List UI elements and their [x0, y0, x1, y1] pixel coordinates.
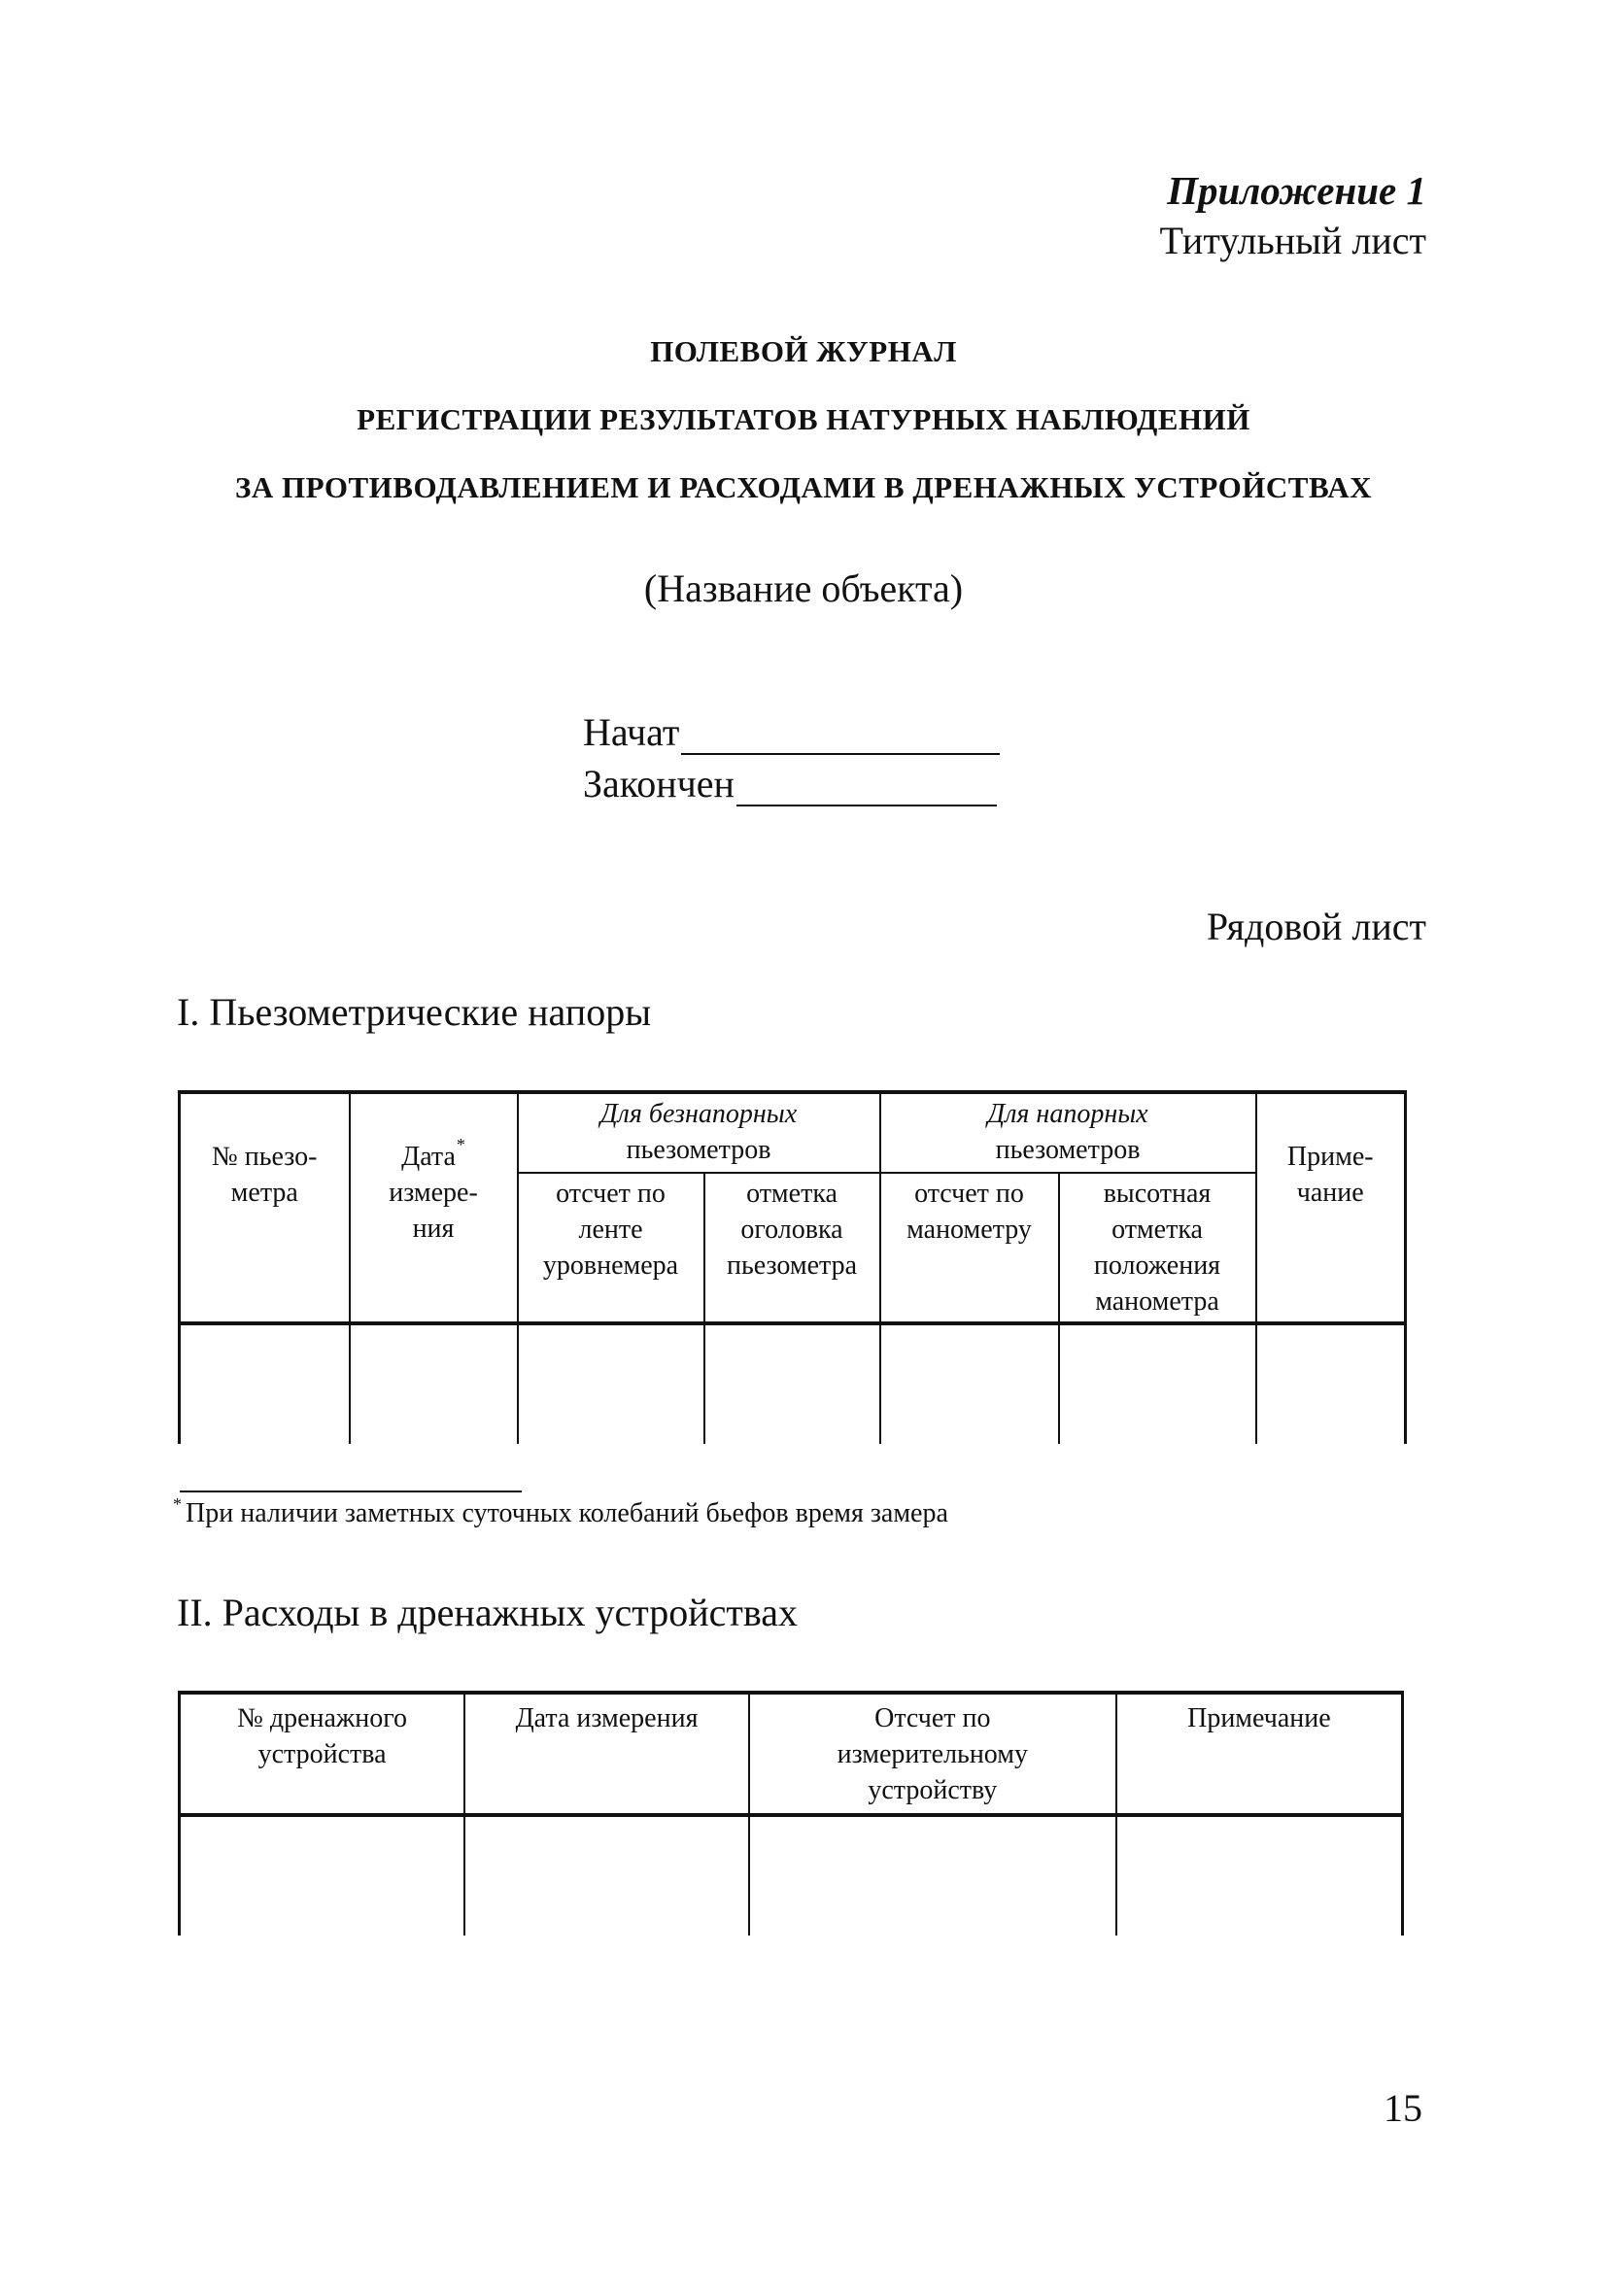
footnote-rule	[180, 1491, 522, 1492]
header-piezometer-head-mark: отметка оголовка пьезометра	[704, 1173, 880, 1323]
journal-title-line2: РЕГИСТРАЦИИ РЕЗУЛЬТАТОВ НАТУРНЫХ НАБЛЮДЕНИЙ	[357, 402, 1250, 436]
header-note: Примечание	[1116, 1693, 1403, 1815]
table-cell[interactable]	[350, 1323, 518, 1444]
journal-title: ПОЛЕВОЙ ЖУРНАЛ	[650, 334, 957, 368]
table-cell[interactable]	[1116, 1815, 1403, 1936]
table-cell[interactable]	[1059, 1323, 1256, 1444]
table-cell[interactable]	[880, 1323, 1059, 1444]
finished-label: Закончен	[583, 762, 735, 805]
started-label: Начат	[583, 710, 680, 754]
drainage-table	[178, 1691, 1404, 1936]
footnote-text: При наличии заметных суточных колебаний бьефов время замера	[186, 1498, 948, 1528]
header-note: Приме- чание	[1256, 1092, 1406, 1323]
header-measurement-date: Дата* измере- ния	[350, 1092, 518, 1323]
header-manometer-reading: отсчет по манометру	[880, 1173, 1059, 1323]
table-cell[interactable]	[464, 1815, 749, 1936]
journal-title-line3: ЗА ПРОТИВОДАВЛЕНИЕМ И РАСХОДАМИ В ДРЕНАЖНЫХ УСТРОЙСТВАХ	[235, 470, 1372, 504]
section1-heading: I. Пьезометрические напоры	[177, 990, 652, 1034]
table-cell[interactable]	[518, 1323, 704, 1444]
title-sheet-label: Титульный лист	[1159, 219, 1426, 262]
header-pressure-group: Для напорных пьезометров	[880, 1092, 1256, 1173]
table-row	[180, 1323, 1406, 1444]
started-blank	[681, 718, 1000, 755]
row-sheet-label: Рядовой лист	[1206, 905, 1426, 948]
header-manometer-elevation: высотная отметка положения манометра	[1059, 1173, 1256, 1323]
page-number: 15	[1384, 2086, 1422, 2130]
table-row	[180, 1815, 1403, 1936]
table-cell[interactable]	[180, 1815, 465, 1936]
header-level-gauge-reading: отсчет по ленте уровнемера	[518, 1173, 704, 1323]
appendix-label: Приложение 1	[1167, 168, 1426, 213]
table-header-row	[180, 1693, 1403, 1815]
header-measurement-date: Дата измерения	[464, 1693, 749, 1815]
finished-blank	[736, 770, 997, 806]
table-cell[interactable]	[180, 1323, 350, 1444]
piezometer-table	[178, 1090, 1407, 1444]
table-cell[interactable]	[1256, 1323, 1406, 1444]
table-cell[interactable]	[749, 1815, 1116, 1936]
header-piezometer-no: № пьезо- метра	[180, 1092, 350, 1323]
object-name: (Название объекта)	[643, 566, 964, 610]
finished-line	[583, 761, 997, 806]
table-cell[interactable]	[704, 1323, 880, 1444]
table-header-row	[180, 1092, 1406, 1173]
footnote	[173, 1494, 948, 1529]
header-drainage-device-no: № дренажного устройства	[180, 1693, 465, 1815]
section2-heading: II. Расходы в дренажных устройствах	[177, 1591, 798, 1634]
started-line	[583, 709, 1000, 755]
footnote-mark: *	[173, 1494, 182, 1514]
header-device-reading: Отсчет по измерительному устройству	[749, 1693, 1116, 1815]
header-free-flow-group: Для безнапорных пьезометров	[518, 1092, 880, 1173]
